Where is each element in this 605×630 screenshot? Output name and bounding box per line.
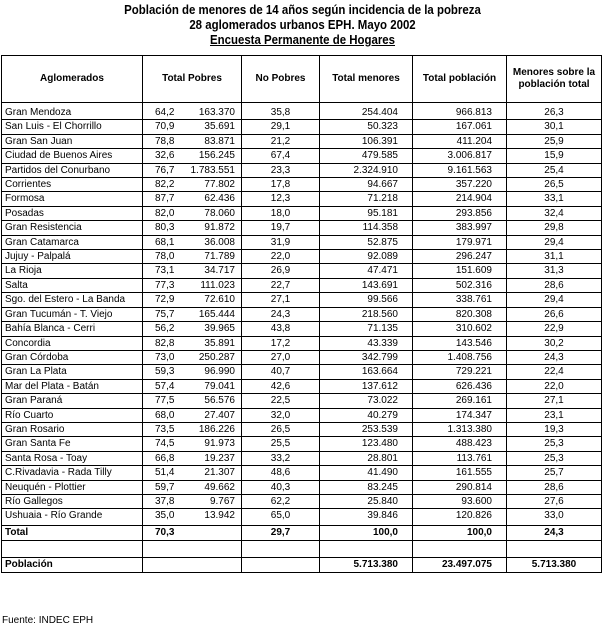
row-total-poblacion: 966.813 bbox=[413, 103, 507, 120]
row-pobres: 27.407 bbox=[204, 409, 235, 421]
row-total-menores: 40.279 bbox=[320, 408, 413, 422]
row-no-pobres: 29,1 bbox=[242, 120, 320, 134]
row-no-pobres: 35,8 bbox=[242, 103, 320, 120]
row-no-pobres: 18,0 bbox=[242, 206, 320, 220]
row-no-pobres: 21,2 bbox=[242, 134, 320, 148]
row-menores-pct: 22,4 bbox=[507, 365, 602, 379]
table-row bbox=[2, 422, 602, 436]
row-total-pobres bbox=[143, 466, 242, 480]
row-pobres: 91.973 bbox=[204, 438, 235, 450]
table-body bbox=[2, 103, 602, 526]
row-pct-pobres: 80,3 bbox=[155, 222, 175, 234]
row-aglomerado: Posadas bbox=[2, 206, 143, 220]
row-menores-pct: 22,0 bbox=[507, 379, 602, 393]
header-no-pobres: No Pobres bbox=[242, 56, 320, 103]
total-pobres-cell bbox=[143, 525, 242, 540]
header-row bbox=[2, 56, 602, 103]
row-aglomerado: Jujuy - Palpalá bbox=[2, 250, 143, 264]
row-menores-pct: 31,3 bbox=[507, 264, 602, 278]
header-aglomerados: Aglomerados bbox=[2, 56, 143, 103]
row-total-pobres bbox=[143, 336, 242, 350]
row-pobres: 96.990 bbox=[204, 366, 235, 378]
row-menores-pct: 27,6 bbox=[507, 494, 602, 508]
row-menores-pct: 23,1 bbox=[507, 408, 602, 422]
row-no-pobres: 22,0 bbox=[242, 250, 320, 264]
row-no-pobres: 22,5 bbox=[242, 394, 320, 408]
row-menores-pct: 30,1 bbox=[507, 120, 602, 134]
row-pobres: 13.942 bbox=[204, 510, 235, 522]
row-no-pobres: 25,5 bbox=[242, 437, 320, 451]
row-total-menores: 218.560 bbox=[320, 307, 413, 321]
row-aglomerado: Neuquén - Plottier bbox=[2, 480, 143, 494]
row-total-poblacion: 9.161.563 bbox=[413, 163, 507, 177]
row-pct-pobres: 76,7 bbox=[155, 164, 175, 176]
row-pobres: 165.444 bbox=[198, 308, 235, 320]
row-total-poblacion: 3.006.817 bbox=[413, 149, 507, 163]
row-pct-pobres: 82,8 bbox=[155, 337, 175, 349]
table-row bbox=[2, 250, 602, 264]
row-total-poblacion: 161.555 bbox=[413, 466, 507, 480]
row-pct-pobres: 32,6 bbox=[155, 150, 175, 162]
row-menores-pct: 33,0 bbox=[507, 509, 602, 525]
row-pobres: 49.662 bbox=[204, 481, 235, 493]
row-no-pobres: 32,0 bbox=[242, 408, 320, 422]
row-no-pobres: 17,2 bbox=[242, 336, 320, 350]
row-pobres: 34.717 bbox=[204, 265, 235, 277]
row-total-poblacion: 269.161 bbox=[413, 394, 507, 408]
row-total-poblacion: 626.436 bbox=[413, 379, 507, 393]
row-pobres: 83.871 bbox=[204, 135, 235, 147]
row-total-pobres bbox=[143, 422, 242, 436]
row-no-pobres: 40,3 bbox=[242, 480, 320, 494]
row-total-menores: 47.471 bbox=[320, 264, 413, 278]
row-total-pobres bbox=[143, 149, 242, 163]
row-menores-pct: 26,5 bbox=[507, 178, 602, 192]
row-total-menores: 39.846 bbox=[320, 509, 413, 525]
row-menores-pct: 25,3 bbox=[507, 451, 602, 465]
row-total-menores: 92.089 bbox=[320, 250, 413, 264]
row-total-pobres bbox=[143, 134, 242, 148]
row-menores-pct: 25,3 bbox=[507, 437, 602, 451]
header-menores-sobre-poblacion: Menores sobre la población total bbox=[507, 56, 602, 103]
row-no-pobres: 17,8 bbox=[242, 178, 320, 192]
table-row bbox=[2, 437, 602, 451]
table-row bbox=[2, 336, 602, 350]
row-menores-pct: 26,3 bbox=[507, 103, 602, 120]
poblacion-label: Población bbox=[2, 557, 143, 572]
row-total-pobres bbox=[143, 293, 242, 307]
row-pct-pobres: 82,0 bbox=[155, 207, 175, 219]
row-pct-pobres: 35,0 bbox=[155, 510, 175, 522]
row-aglomerado: C.Rivadavia - Rada Tilly bbox=[2, 466, 143, 480]
row-total-poblacion: 290.814 bbox=[413, 480, 507, 494]
row-total-poblacion: 488.423 bbox=[413, 437, 507, 451]
poblacion-menores: 5.713.380 bbox=[320, 557, 413, 572]
row-pct-pobres: 73,5 bbox=[155, 423, 175, 435]
row-pct-pobres: 59,7 bbox=[155, 481, 175, 493]
row-pobres: 250.287 bbox=[198, 351, 235, 363]
table-row bbox=[2, 466, 602, 480]
row-total-poblacion: 1.408.756 bbox=[413, 350, 507, 364]
row-total-poblacion: 820.308 bbox=[413, 307, 507, 321]
row-total-poblacion: 411.204 bbox=[413, 134, 507, 148]
row-no-pobres: 23,3 bbox=[242, 163, 320, 177]
row-aglomerado: Mar del Plata - Batán bbox=[2, 379, 143, 393]
row-total-poblacion: 214.904 bbox=[413, 192, 507, 206]
row-aglomerado: Sgo. del Estero - La Banda bbox=[2, 293, 143, 307]
row-total-pobres bbox=[143, 206, 242, 220]
row-aglomerado: Gran La Plata bbox=[2, 365, 143, 379]
row-pobres: 72.610 bbox=[204, 294, 235, 306]
row-pobres: 21.307 bbox=[204, 467, 235, 479]
row-aglomerado: Ciudad de Buenos Aires bbox=[2, 149, 143, 163]
table-row bbox=[2, 408, 602, 422]
row-pct-pobres: 73,1 bbox=[155, 265, 175, 277]
total-poblacion: 100,0 bbox=[413, 525, 507, 540]
row-pct-pobres: 56,2 bbox=[155, 323, 175, 335]
row-aglomerado: Gran Santa Fe bbox=[2, 437, 143, 451]
row-no-pobres: 62,2 bbox=[242, 494, 320, 508]
table-row bbox=[2, 379, 602, 393]
row-total-poblacion: 338.761 bbox=[413, 293, 507, 307]
row-pobres: 35.691 bbox=[204, 121, 235, 133]
row-menores-pct: 24,3 bbox=[507, 350, 602, 364]
row-pct-pobres: 75,7 bbox=[155, 308, 175, 320]
table-row bbox=[2, 120, 602, 134]
row-no-pobres: 22,7 bbox=[242, 278, 320, 292]
table-row bbox=[2, 322, 602, 336]
row-total-menores: 99.566 bbox=[320, 293, 413, 307]
row-total-pobres bbox=[143, 437, 242, 451]
report-title bbox=[36, 2, 568, 47]
row-pct-pobres: 77,5 bbox=[155, 395, 175, 407]
table-row bbox=[2, 178, 602, 192]
row-pct-pobres: 87,7 bbox=[155, 193, 175, 205]
row-total-poblacion: 151.609 bbox=[413, 264, 507, 278]
row-pobres: 77.802 bbox=[204, 179, 235, 191]
title-line-2: 28 aglomerados urbanos EPH. Mayo 2002 bbox=[189, 17, 416, 32]
row-total-poblacion: 179.971 bbox=[413, 235, 507, 249]
row-total-menores: 52.875 bbox=[320, 235, 413, 249]
row-total-poblacion: 729.221 bbox=[413, 365, 507, 379]
header-total-poblacion: Total población bbox=[413, 56, 507, 103]
row-total-menores: 71.135 bbox=[320, 322, 413, 336]
row-pobres: 62.436 bbox=[204, 193, 235, 205]
row-menores-pct: 28,6 bbox=[507, 480, 602, 494]
title-line-3: Encuesta Permanente de Hogares bbox=[209, 32, 396, 47]
row-pct-pobres: 68,0 bbox=[155, 409, 175, 421]
row-pct-pobres: 77,3 bbox=[155, 279, 175, 291]
row-no-pobres: 26,5 bbox=[242, 422, 320, 436]
table-row bbox=[2, 264, 602, 278]
row-pct-pobres: 64,2 bbox=[155, 107, 175, 118]
row-total-menores: 479.585 bbox=[320, 149, 413, 163]
row-total-menores: 43.339 bbox=[320, 336, 413, 350]
row-total-pobres bbox=[143, 250, 242, 264]
row-aglomerado: Formosa bbox=[2, 192, 143, 206]
row-total-menores: 253.539 bbox=[320, 422, 413, 436]
row-aglomerado: Gran San Juan bbox=[2, 134, 143, 148]
row-no-pobres: 24,3 bbox=[242, 307, 320, 321]
row-total-pobres bbox=[143, 103, 242, 120]
row-total-menores: 163.664 bbox=[320, 365, 413, 379]
row-pobres: 163.370 bbox=[198, 107, 235, 118]
row-menores-pct: 29,8 bbox=[507, 221, 602, 235]
row-total-menores: 41.490 bbox=[320, 466, 413, 480]
row-total-pobres bbox=[143, 451, 242, 465]
table-row bbox=[2, 149, 602, 163]
row-menores-pct: 31,1 bbox=[507, 250, 602, 264]
row-aglomerado: Gran Tucumán - T. Viejo bbox=[2, 307, 143, 321]
row-total-poblacion: 113.761 bbox=[413, 451, 507, 465]
row-menores-pct: 30,2 bbox=[507, 336, 602, 350]
row-aglomerado: Bahía Blanca - Cerri bbox=[2, 322, 143, 336]
table-row bbox=[2, 235, 602, 249]
source-note: Fuente: INDEC EPH bbox=[2, 615, 94, 626]
table-row bbox=[2, 293, 602, 307]
row-total-pobres bbox=[143, 178, 242, 192]
row-total-pobres bbox=[143, 264, 242, 278]
row-total-poblacion: 143.546 bbox=[413, 336, 507, 350]
row-menores-pct: 22,9 bbox=[507, 322, 602, 336]
row-aglomerado: Concordia bbox=[2, 336, 143, 350]
row-pct-pobres: 57,4 bbox=[155, 380, 175, 392]
total-no-pobres: 29,7 bbox=[242, 525, 320, 540]
row-total-pobres bbox=[143, 379, 242, 393]
row-total-menores: 2.324.910 bbox=[320, 163, 413, 177]
row-total-poblacion: 167.061 bbox=[413, 120, 507, 134]
row-aglomerado: Gran Resistencia bbox=[2, 221, 143, 235]
row-pobres: 35.891 bbox=[204, 337, 235, 349]
row-pobres: 91.872 bbox=[204, 222, 235, 234]
row-total-menores: 106.391 bbox=[320, 134, 413, 148]
spacer-row bbox=[2, 540, 602, 557]
row-aglomerado: Salta bbox=[2, 278, 143, 292]
header-total-menores: Total menores bbox=[320, 56, 413, 103]
row-no-pobres: 43,8 bbox=[242, 322, 320, 336]
row-menores-pct: 25,9 bbox=[507, 134, 602, 148]
row-total-menores: 73.022 bbox=[320, 394, 413, 408]
row-total-pobres bbox=[143, 235, 242, 249]
table-row bbox=[2, 192, 602, 206]
row-no-pobres: 67,4 bbox=[242, 149, 320, 163]
table-row bbox=[2, 494, 602, 508]
row-total-poblacion: 93.600 bbox=[413, 494, 507, 508]
row-total-menores: 123.480 bbox=[320, 437, 413, 451]
row-menores-pct: 29,4 bbox=[507, 293, 602, 307]
row-total-menores: 254.404 bbox=[320, 103, 413, 120]
row-pobres: 39.965 bbox=[204, 323, 235, 335]
table-row bbox=[2, 307, 602, 321]
row-menores-pct: 26,6 bbox=[507, 307, 602, 321]
row-total-pobres bbox=[143, 278, 242, 292]
row-menores-pct: 33,1 bbox=[507, 192, 602, 206]
row-pct-pobres: 72,9 bbox=[155, 294, 175, 306]
row-pobres: 78.060 bbox=[204, 207, 235, 219]
row-no-pobres: 65,0 bbox=[242, 509, 320, 525]
row-pct-pobres: 82,2 bbox=[155, 179, 175, 191]
row-menores-pct: 15,9 bbox=[507, 149, 602, 163]
table-row bbox=[2, 350, 602, 364]
row-total-pobres bbox=[143, 192, 242, 206]
title-line-1: Población de menores de 14 años según incidencia de la pobreza bbox=[124, 2, 481, 17]
row-total-pobres bbox=[143, 221, 242, 235]
row-total-pobres bbox=[143, 509, 242, 525]
row-total-poblacion: 383.997 bbox=[413, 221, 507, 235]
row-total-menores: 95.181 bbox=[320, 206, 413, 220]
row-pobres: 56.576 bbox=[204, 395, 235, 407]
row-no-pobres: 27,1 bbox=[242, 293, 320, 307]
row-aglomerado: Ushuaia - Río Grande bbox=[2, 509, 143, 525]
row-menores-pct: 29,4 bbox=[507, 235, 602, 249]
row-pct-pobres: 51,4 bbox=[155, 467, 175, 479]
row-no-pobres: 42,6 bbox=[242, 379, 320, 393]
row-total-poblacion: 296.247 bbox=[413, 250, 507, 264]
poblacion-row bbox=[2, 557, 602, 572]
row-aglomerado: Río Gallegos bbox=[2, 494, 143, 508]
row-pct-pobres: 73,0 bbox=[155, 351, 175, 363]
row-pct-pobres: 74,5 bbox=[155, 438, 175, 450]
row-total-menores: 94.667 bbox=[320, 178, 413, 192]
header-total-pobres: Total Pobres bbox=[143, 56, 242, 103]
table-row bbox=[2, 480, 602, 494]
row-pobres: 19.237 bbox=[204, 452, 235, 464]
row-total-pobres bbox=[143, 322, 242, 336]
row-total-poblacion: 310.602 bbox=[413, 322, 507, 336]
row-total-pobres bbox=[143, 408, 242, 422]
row-total-poblacion: 293.856 bbox=[413, 206, 507, 220]
row-no-pobres: 27,0 bbox=[242, 350, 320, 364]
row-total-pobres bbox=[143, 350, 242, 364]
row-menores-pct: 27,1 bbox=[507, 394, 602, 408]
row-total-menores: 83.245 bbox=[320, 480, 413, 494]
row-pobres: 156.245 bbox=[198, 150, 235, 162]
table-row bbox=[2, 163, 602, 177]
row-menores-pct: 25,4 bbox=[507, 163, 602, 177]
row-no-pobres: 31,9 bbox=[242, 235, 320, 249]
row-pobres: 36.008 bbox=[204, 236, 235, 248]
row-total-pobres bbox=[143, 163, 242, 177]
table-row bbox=[2, 206, 602, 220]
row-total-menores: 71.218 bbox=[320, 192, 413, 206]
row-no-pobres: 48,6 bbox=[242, 466, 320, 480]
row-aglomerado: Río Cuarto bbox=[2, 408, 143, 422]
row-total-pobres bbox=[143, 480, 242, 494]
row-pct-pobres: 78,8 bbox=[155, 135, 175, 147]
row-total-menores: 25.840 bbox=[320, 494, 413, 508]
row-total-pobres bbox=[143, 394, 242, 408]
row-total-menores: 143.691 bbox=[320, 278, 413, 292]
row-no-pobres: 12,3 bbox=[242, 192, 320, 206]
row-aglomerado: San Luis - El Chorrillo bbox=[2, 120, 143, 134]
table-row bbox=[2, 509, 602, 525]
poblacion-total: 23.497.075 bbox=[413, 557, 507, 572]
row-total-poblacion: 120.826 bbox=[413, 509, 507, 525]
total-label: Total bbox=[2, 525, 143, 540]
row-total-pobres bbox=[143, 120, 242, 134]
row-total-menores: 28.801 bbox=[320, 451, 413, 465]
row-aglomerado: Corrientes bbox=[2, 178, 143, 192]
row-aglomerado: Gran Córdoba bbox=[2, 350, 143, 364]
row-aglomerado: Gran Catamarca bbox=[2, 235, 143, 249]
row-pobres: 186.226 bbox=[198, 423, 235, 435]
row-no-pobres: 33,2 bbox=[242, 451, 320, 465]
row-no-pobres: 40,7 bbox=[242, 365, 320, 379]
row-aglomerado: Gran Rosario bbox=[2, 422, 143, 436]
row-total-menores: 50.323 bbox=[320, 120, 413, 134]
row-menores-pct: 28,6 bbox=[507, 278, 602, 292]
row-pct-pobres: 70,9 bbox=[155, 121, 175, 133]
row-total-menores: 114.358 bbox=[320, 221, 413, 235]
row-menores-pct: 19,3 bbox=[507, 422, 602, 436]
table-row bbox=[2, 278, 602, 292]
row-pobres: 1.783.551 bbox=[190, 164, 235, 176]
row-total-menores: 342.799 bbox=[320, 350, 413, 364]
table-row bbox=[2, 103, 602, 120]
table-row bbox=[2, 365, 602, 379]
row-pct-pobres: 37,8 bbox=[155, 495, 175, 507]
row-aglomerado: La Rioja bbox=[2, 264, 143, 278]
row-pobres: 79.041 bbox=[204, 380, 235, 392]
table-row bbox=[2, 451, 602, 465]
row-aglomerado: Gran Paraná bbox=[2, 394, 143, 408]
row-pobres: 111.023 bbox=[200, 279, 235, 291]
row-pct-pobres: 66,8 bbox=[155, 452, 175, 464]
row-total-poblacion: 357.220 bbox=[413, 178, 507, 192]
row-total-poblacion: 1.313.380 bbox=[413, 422, 507, 436]
row-pct-pobres: 59,3 bbox=[155, 366, 175, 378]
total-menores-pct: 24,3 bbox=[507, 525, 602, 540]
row-no-pobres: 19,7 bbox=[242, 221, 320, 235]
total-row bbox=[2, 525, 602, 540]
row-pobres: 9.767 bbox=[209, 495, 235, 507]
row-no-pobres: 26,9 bbox=[242, 264, 320, 278]
total-pct-pobres: 70,3 bbox=[155, 526, 175, 538]
row-aglomerado: Partidos del Conurbano bbox=[2, 163, 143, 177]
row-menores-pct: 32,4 bbox=[507, 206, 602, 220]
table-row bbox=[2, 134, 602, 148]
poverty-table bbox=[1, 55, 602, 573]
row-total-menores: 137.612 bbox=[320, 379, 413, 393]
table-row bbox=[2, 221, 602, 235]
row-total-pobres bbox=[143, 307, 242, 321]
row-menores-pct: 25,7 bbox=[507, 466, 602, 480]
total-menores: 100,0 bbox=[320, 525, 413, 540]
row-total-poblacion: 502.316 bbox=[413, 278, 507, 292]
row-aglomerado: Gran Mendoza bbox=[2, 103, 143, 120]
row-pct-pobres: 78,0 bbox=[155, 251, 175, 263]
row-total-pobres bbox=[143, 494, 242, 508]
row-aglomerado: Santa Rosa - Toay bbox=[2, 451, 143, 465]
row-total-poblacion: 174.347 bbox=[413, 408, 507, 422]
table-row bbox=[2, 394, 602, 408]
row-pct-pobres: 68,1 bbox=[155, 236, 175, 248]
row-total-pobres bbox=[143, 365, 242, 379]
poblacion-menores-pct: 5.713.380 bbox=[507, 557, 602, 572]
row-pobres: 71.789 bbox=[204, 251, 235, 263]
